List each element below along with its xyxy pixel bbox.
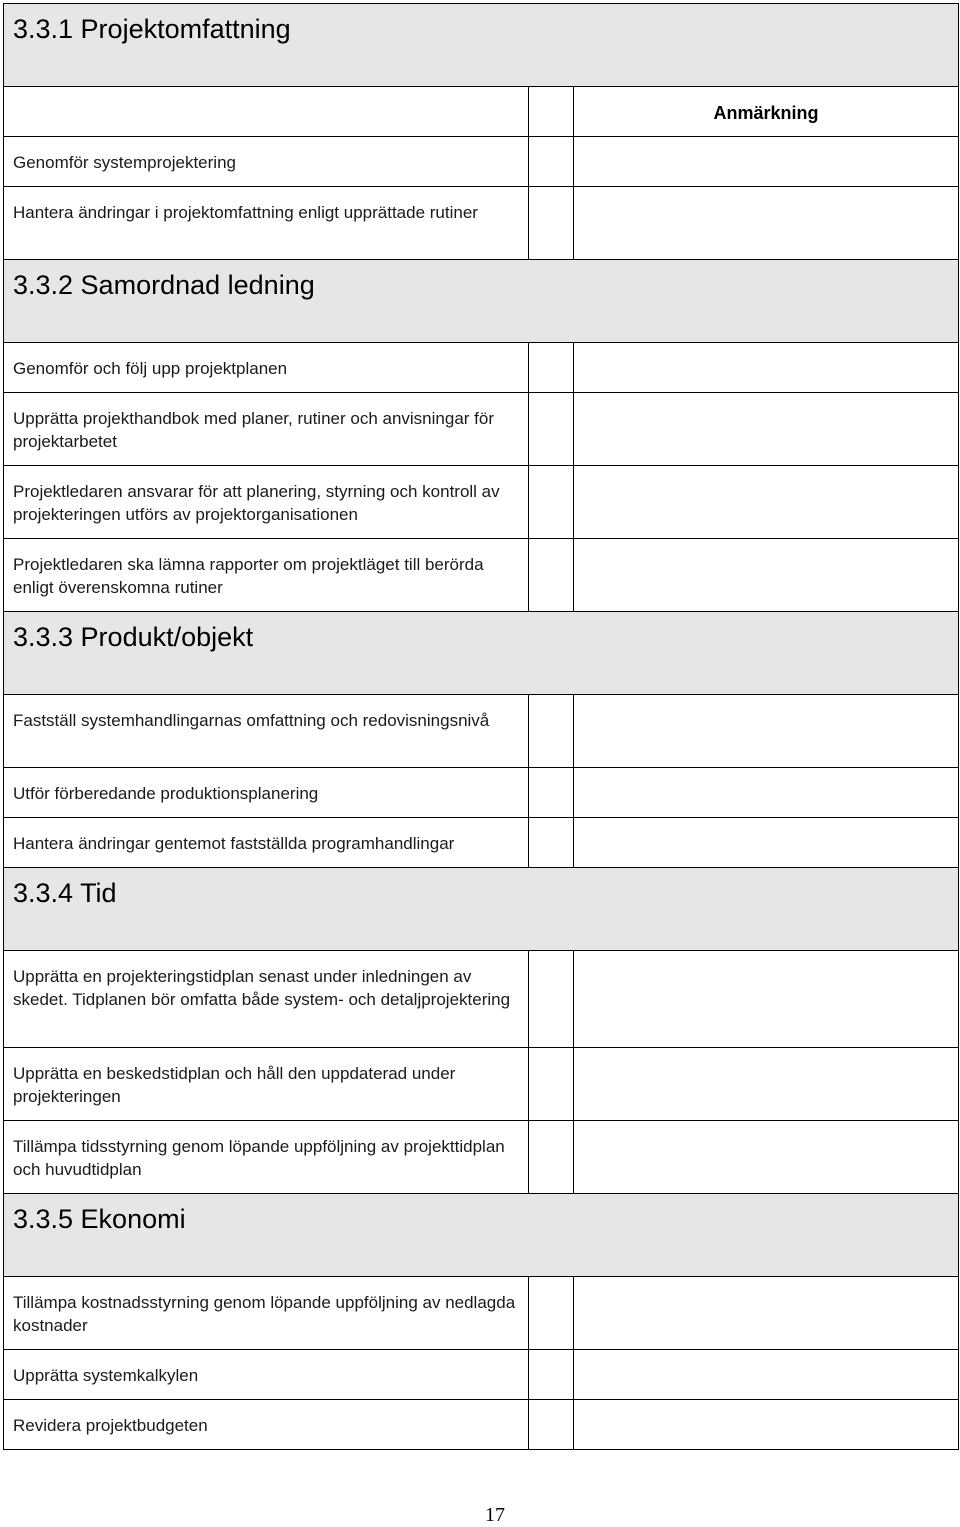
remark-cell[interactable] [574,393,959,466]
task-text: Genomför systemprojektering [4,137,529,187]
remark-header: Anmärkning [574,87,959,137]
check-cell[interactable] [529,818,574,868]
check-cell[interactable] [529,1048,574,1121]
check-cell[interactable] [529,695,574,768]
section-title: 3.3.1 Projektomfattning [4,4,959,87]
task-text: Upprätta projekthandbok med planer, rutiner och anvisningar för projektarbetet [4,393,529,466]
task-text: Revidera projektbudgeten [4,1400,529,1450]
task-text: Fastställ systemhandlingarnas omfattning och redovisningsnivå [4,695,529,768]
task-text: Projektledaren ska lämna rapporter om projektläget till berörda enligt överenskomna rutiner [4,539,529,612]
remark-cell[interactable] [574,951,959,1048]
remark-cell[interactable] [574,1350,959,1400]
remark-cell[interactable] [574,695,959,768]
section-title: 3.3.4 Tid [4,868,959,951]
remark-cell[interactable] [574,343,959,393]
remark-cell[interactable] [574,1277,959,1350]
task-text: Upprätta en beskedstidplan och håll den uppdaterad under projekteringen [4,1048,529,1121]
remark-cell[interactable] [574,768,959,818]
checklist-table [3,3,959,1450]
remark-cell[interactable] [574,539,959,612]
check-cell[interactable] [529,137,574,187]
check-cell[interactable] [529,187,574,260]
check-cell[interactable] [529,539,574,612]
task-text: Utför förberedande produktionsplanering [4,768,529,818]
remark-cell[interactable] [574,466,959,539]
check-cell[interactable] [529,466,574,539]
task-text: Upprätta en projekteringstidplan senast under inledningen av skedet. Tidplanen bör omfatta både system- och detaljprojektering [4,951,529,1048]
section-title: 3.3.2 Samordnad ledning [4,260,959,343]
remark-cell[interactable] [574,818,959,868]
check-cell[interactable] [529,951,574,1048]
check-cell[interactable] [529,1277,574,1350]
remark-cell[interactable] [574,137,959,187]
check-cell[interactable] [529,393,574,466]
check-cell[interactable] [529,343,574,393]
header-blank-cell [4,87,529,137]
section-title: 3.3.3 Produkt/objekt [4,612,959,695]
task-text: Upprätta systemkalkylen [4,1350,529,1400]
task-text: Tillämpa kostnadsstyrning genom löpande uppföljning av nedlagda kostnader [4,1277,529,1350]
task-text: Tillämpa tidsstyrning genom löpande uppföljning av projekttidplan och huvudtidplan [4,1121,529,1194]
task-text: Projektledaren ansvarar för att planering, styrning och kontroll av projekteringen utförs av projektorganisationen [4,466,529,539]
section-title: 3.3.5 Ekonomi [4,1194,959,1277]
remark-cell[interactable] [574,1048,959,1121]
task-text: Hantera ändringar gentemot fastställda programhandlingar [4,818,529,868]
check-cell[interactable] [529,1350,574,1400]
remark-cell[interactable] [574,1121,959,1194]
check-cell[interactable] [529,768,574,818]
task-text: Hantera ändringar i projektomfattning enligt upprättade rutiner [4,187,529,260]
remark-cell[interactable] [574,1400,959,1450]
task-text: Genomför och följ upp projektplanen [4,343,529,393]
page-number: 17 [485,1504,505,1526]
check-cell[interactable] [529,87,574,137]
check-cell[interactable] [529,1400,574,1450]
remark-cell[interactable] [574,187,959,260]
check-cell[interactable] [529,1121,574,1194]
